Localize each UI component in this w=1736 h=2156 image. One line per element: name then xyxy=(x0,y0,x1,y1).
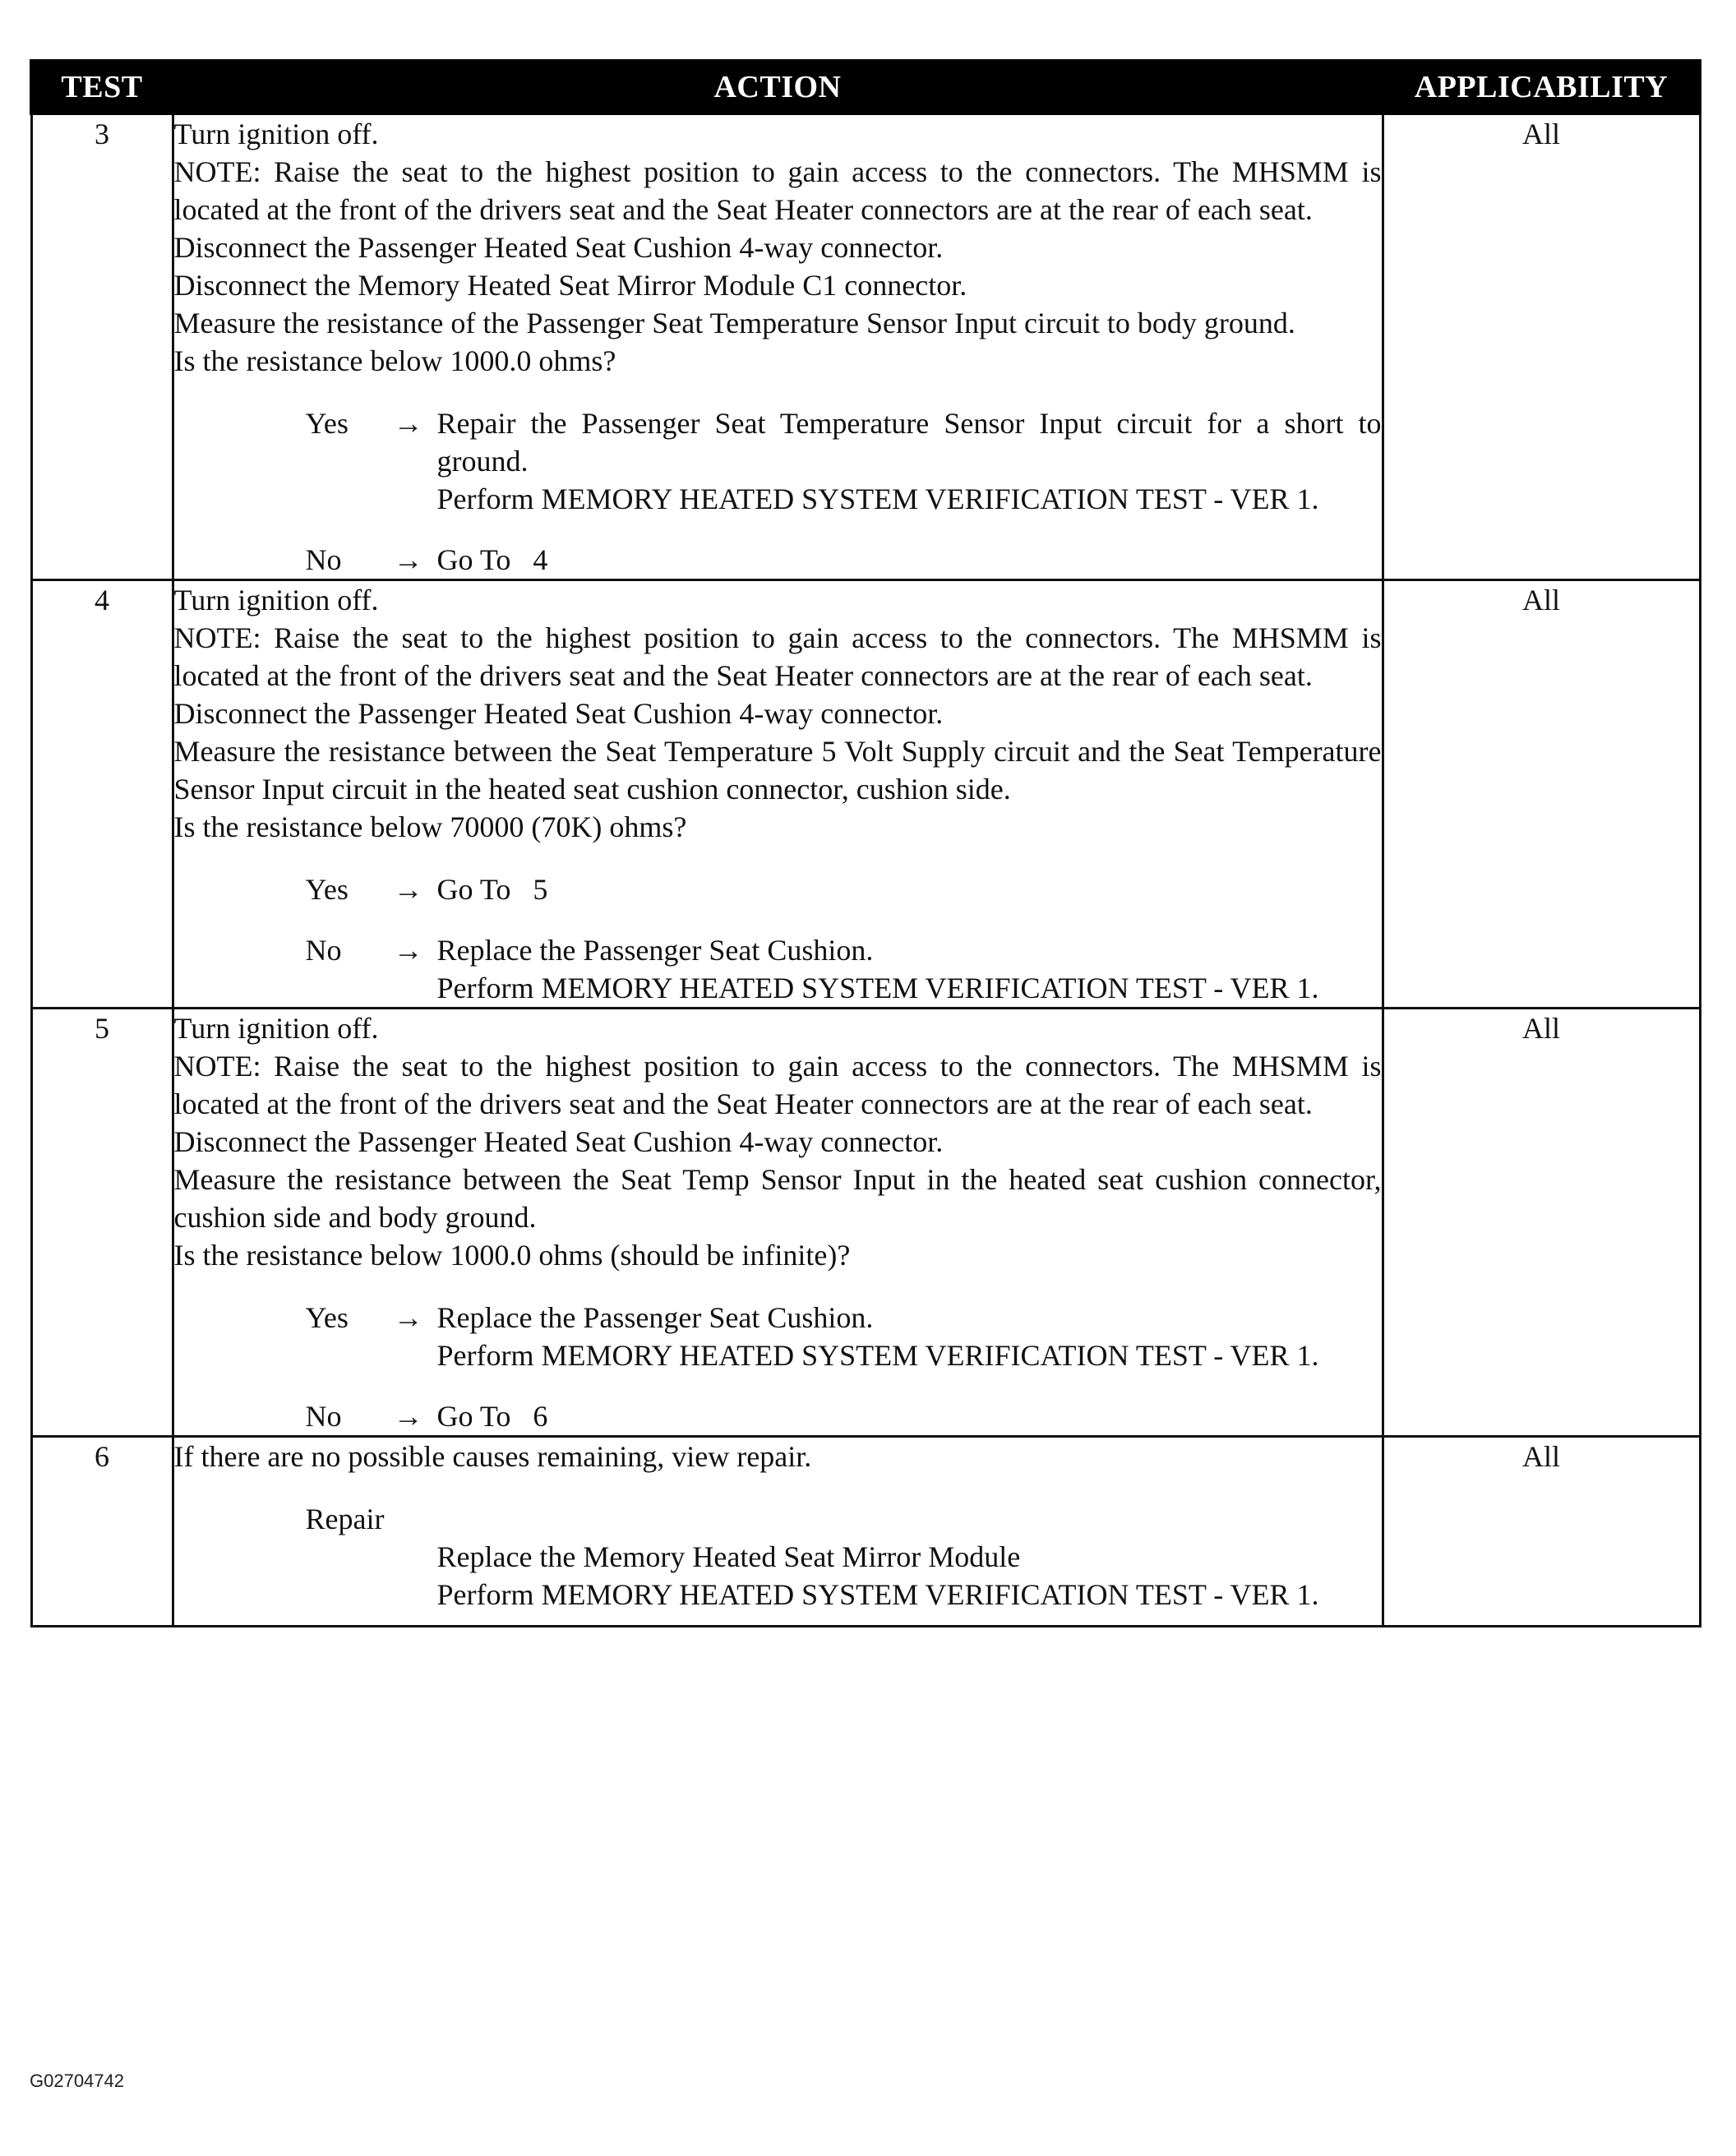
action-step: Measure the resistance of the Passenger Seat Temperature Sensor Input circuit to body ground. xyxy=(173,307,1295,339)
action-step: Turn ignition off. xyxy=(173,1012,379,1045)
applicability-value: All xyxy=(1383,1437,1700,1627)
document-id: G02704742 xyxy=(30,2071,124,2091)
action-step: Measure the resistance between the Seat Temperature 5 Volt Supply circuit and the Seat Temperature Sensor Input circuit in the heated seat cushion connector, cushion side. xyxy=(173,735,1382,806)
answer-yes xyxy=(306,404,1382,518)
repair-line: Replace the Memory Heated Seat Mirror Module xyxy=(436,1540,1021,1573)
action-step: Turn ignition off. xyxy=(173,584,379,616)
header-test: TEST xyxy=(31,61,173,113)
action-step: Measure the resistance between the Seat Temp Sensor Input in the heated seat cushion connector, cushion side and body ground. xyxy=(173,1163,1382,1234)
answer-line: Replace the Passenger Seat Cushion. xyxy=(436,1301,874,1334)
test-number: 6 xyxy=(31,1437,173,1627)
answer-label: Yes xyxy=(305,407,349,440)
answer-label: No xyxy=(305,934,342,967)
action-question: Is the resistance below 70000 (70K) ohms? xyxy=(173,810,687,843)
test-number: 5 xyxy=(31,1009,173,1437)
answer-no xyxy=(306,931,1382,1007)
right-arrow-icon: → xyxy=(393,1301,423,1334)
repair-line: Perform MEMORY HEATED SYSTEM VERIFICATION TEST - VER 1. xyxy=(436,1578,1319,1611)
answers xyxy=(174,870,1382,1007)
header-action: ACTION xyxy=(173,61,1383,113)
action-cell xyxy=(173,580,1383,1009)
action-question: Is the resistance below 1000.0 ohms (should be infinite)? xyxy=(173,1239,851,1272)
go-to-link[interactable]: Go To 6 xyxy=(436,1400,548,1433)
repair-label: Repair xyxy=(305,1503,385,1535)
action-note: NOTE: Raise the seat to the highest position to gain access to the connectors. The MHSMM is located at the front of the drivers seat and the Seat Heater connectors are at the rear of each seat. xyxy=(173,621,1382,692)
action-note: NOTE: Raise the seat to the highest position to gain access to the connectors. The MHSMM is located at the front of the drivers seat and the Seat Heater connectors are at the rear of each seat. xyxy=(173,1050,1382,1120)
diagnostic-test-document xyxy=(30,59,1698,1627)
answer-label: No xyxy=(305,1400,342,1433)
answer-line: Perform MEMORY HEATED SYSTEM VERIFICATION TEST - VER 1. xyxy=(436,482,1319,515)
answer-label: No xyxy=(305,543,342,576)
answer-line: Perform MEMORY HEATED SYSTEM VERIFICATION TEST - VER 1. xyxy=(436,1339,1319,1372)
go-to-link[interactable]: Go To 4 xyxy=(436,543,548,576)
header-applicability: APPLICABILITY xyxy=(1383,61,1700,113)
repair-body xyxy=(437,1538,1382,1614)
diagnostic-table xyxy=(30,59,1701,1627)
action-step: Turn ignition off. xyxy=(173,118,379,150)
answer-no xyxy=(306,1397,1382,1435)
right-arrow-icon: → xyxy=(393,934,423,967)
answer-text xyxy=(437,1299,1382,1374)
answer-yes xyxy=(306,870,1382,908)
test-row xyxy=(31,1437,1700,1627)
action-step: Disconnect the Passenger Heated Seat Cushion 4-way connector. xyxy=(173,697,944,730)
answer-line: Repair the Passenger Seat Temperature Sensor Input circuit for a short to ground. xyxy=(436,407,1382,478)
action-cell xyxy=(173,1009,1383,1437)
header-row xyxy=(31,61,1700,113)
answer-text xyxy=(437,404,1382,518)
answer-no xyxy=(306,541,1382,579)
answer-label: Yes xyxy=(305,1301,349,1334)
action-step: If there are no possible causes remaining, view repair. xyxy=(173,1440,812,1473)
applicability-value: All xyxy=(1383,113,1700,580)
action-step: Disconnect the Passenger Heated Seat Cushion 4-way connector. xyxy=(173,231,944,264)
answer-line: Perform MEMORY HEATED SYSTEM VERIFICATION TEST - VER 1. xyxy=(436,972,1319,1004)
test-number: 4 xyxy=(31,580,173,1009)
right-arrow-icon: → xyxy=(393,407,423,440)
action-note: NOTE: Raise the seat to the highest position to gain access to the connectors. The MHSMM is located at the front of the drivers seat and the Seat Heater connectors are at the rear of each seat. xyxy=(173,155,1382,226)
test-number: 3 xyxy=(31,113,173,580)
answer-line: Replace the Passenger Seat Cushion. xyxy=(436,934,874,967)
test-row xyxy=(31,580,1700,1009)
action-cell xyxy=(173,113,1383,580)
answers xyxy=(174,1299,1382,1435)
answer-text xyxy=(437,541,1382,579)
right-arrow-icon: → xyxy=(393,543,423,576)
applicability-value: All xyxy=(1383,580,1700,1009)
answers xyxy=(174,404,1382,579)
answer-label: Yes xyxy=(305,873,349,906)
answer-text xyxy=(437,1397,1382,1435)
applicability-value: All xyxy=(1383,1009,1700,1437)
test-row xyxy=(31,113,1700,580)
test-row xyxy=(31,1009,1700,1437)
right-arrow-icon: → xyxy=(393,873,423,906)
answer-yes xyxy=(306,1299,1382,1374)
action-cell xyxy=(173,1437,1383,1627)
action-step: Disconnect the Passenger Heated Seat Cushion 4-way connector. xyxy=(173,1125,944,1158)
answer-text xyxy=(437,870,1382,908)
right-arrow-icon: → xyxy=(393,1400,423,1433)
action-step: Disconnect the Memory Heated Seat Mirror Module C1 connector. xyxy=(173,269,967,302)
go-to-link[interactable]: Go To 5 xyxy=(436,873,548,906)
answer-text xyxy=(437,931,1382,1007)
action-question: Is the resistance below 1000.0 ohms? xyxy=(173,344,616,377)
